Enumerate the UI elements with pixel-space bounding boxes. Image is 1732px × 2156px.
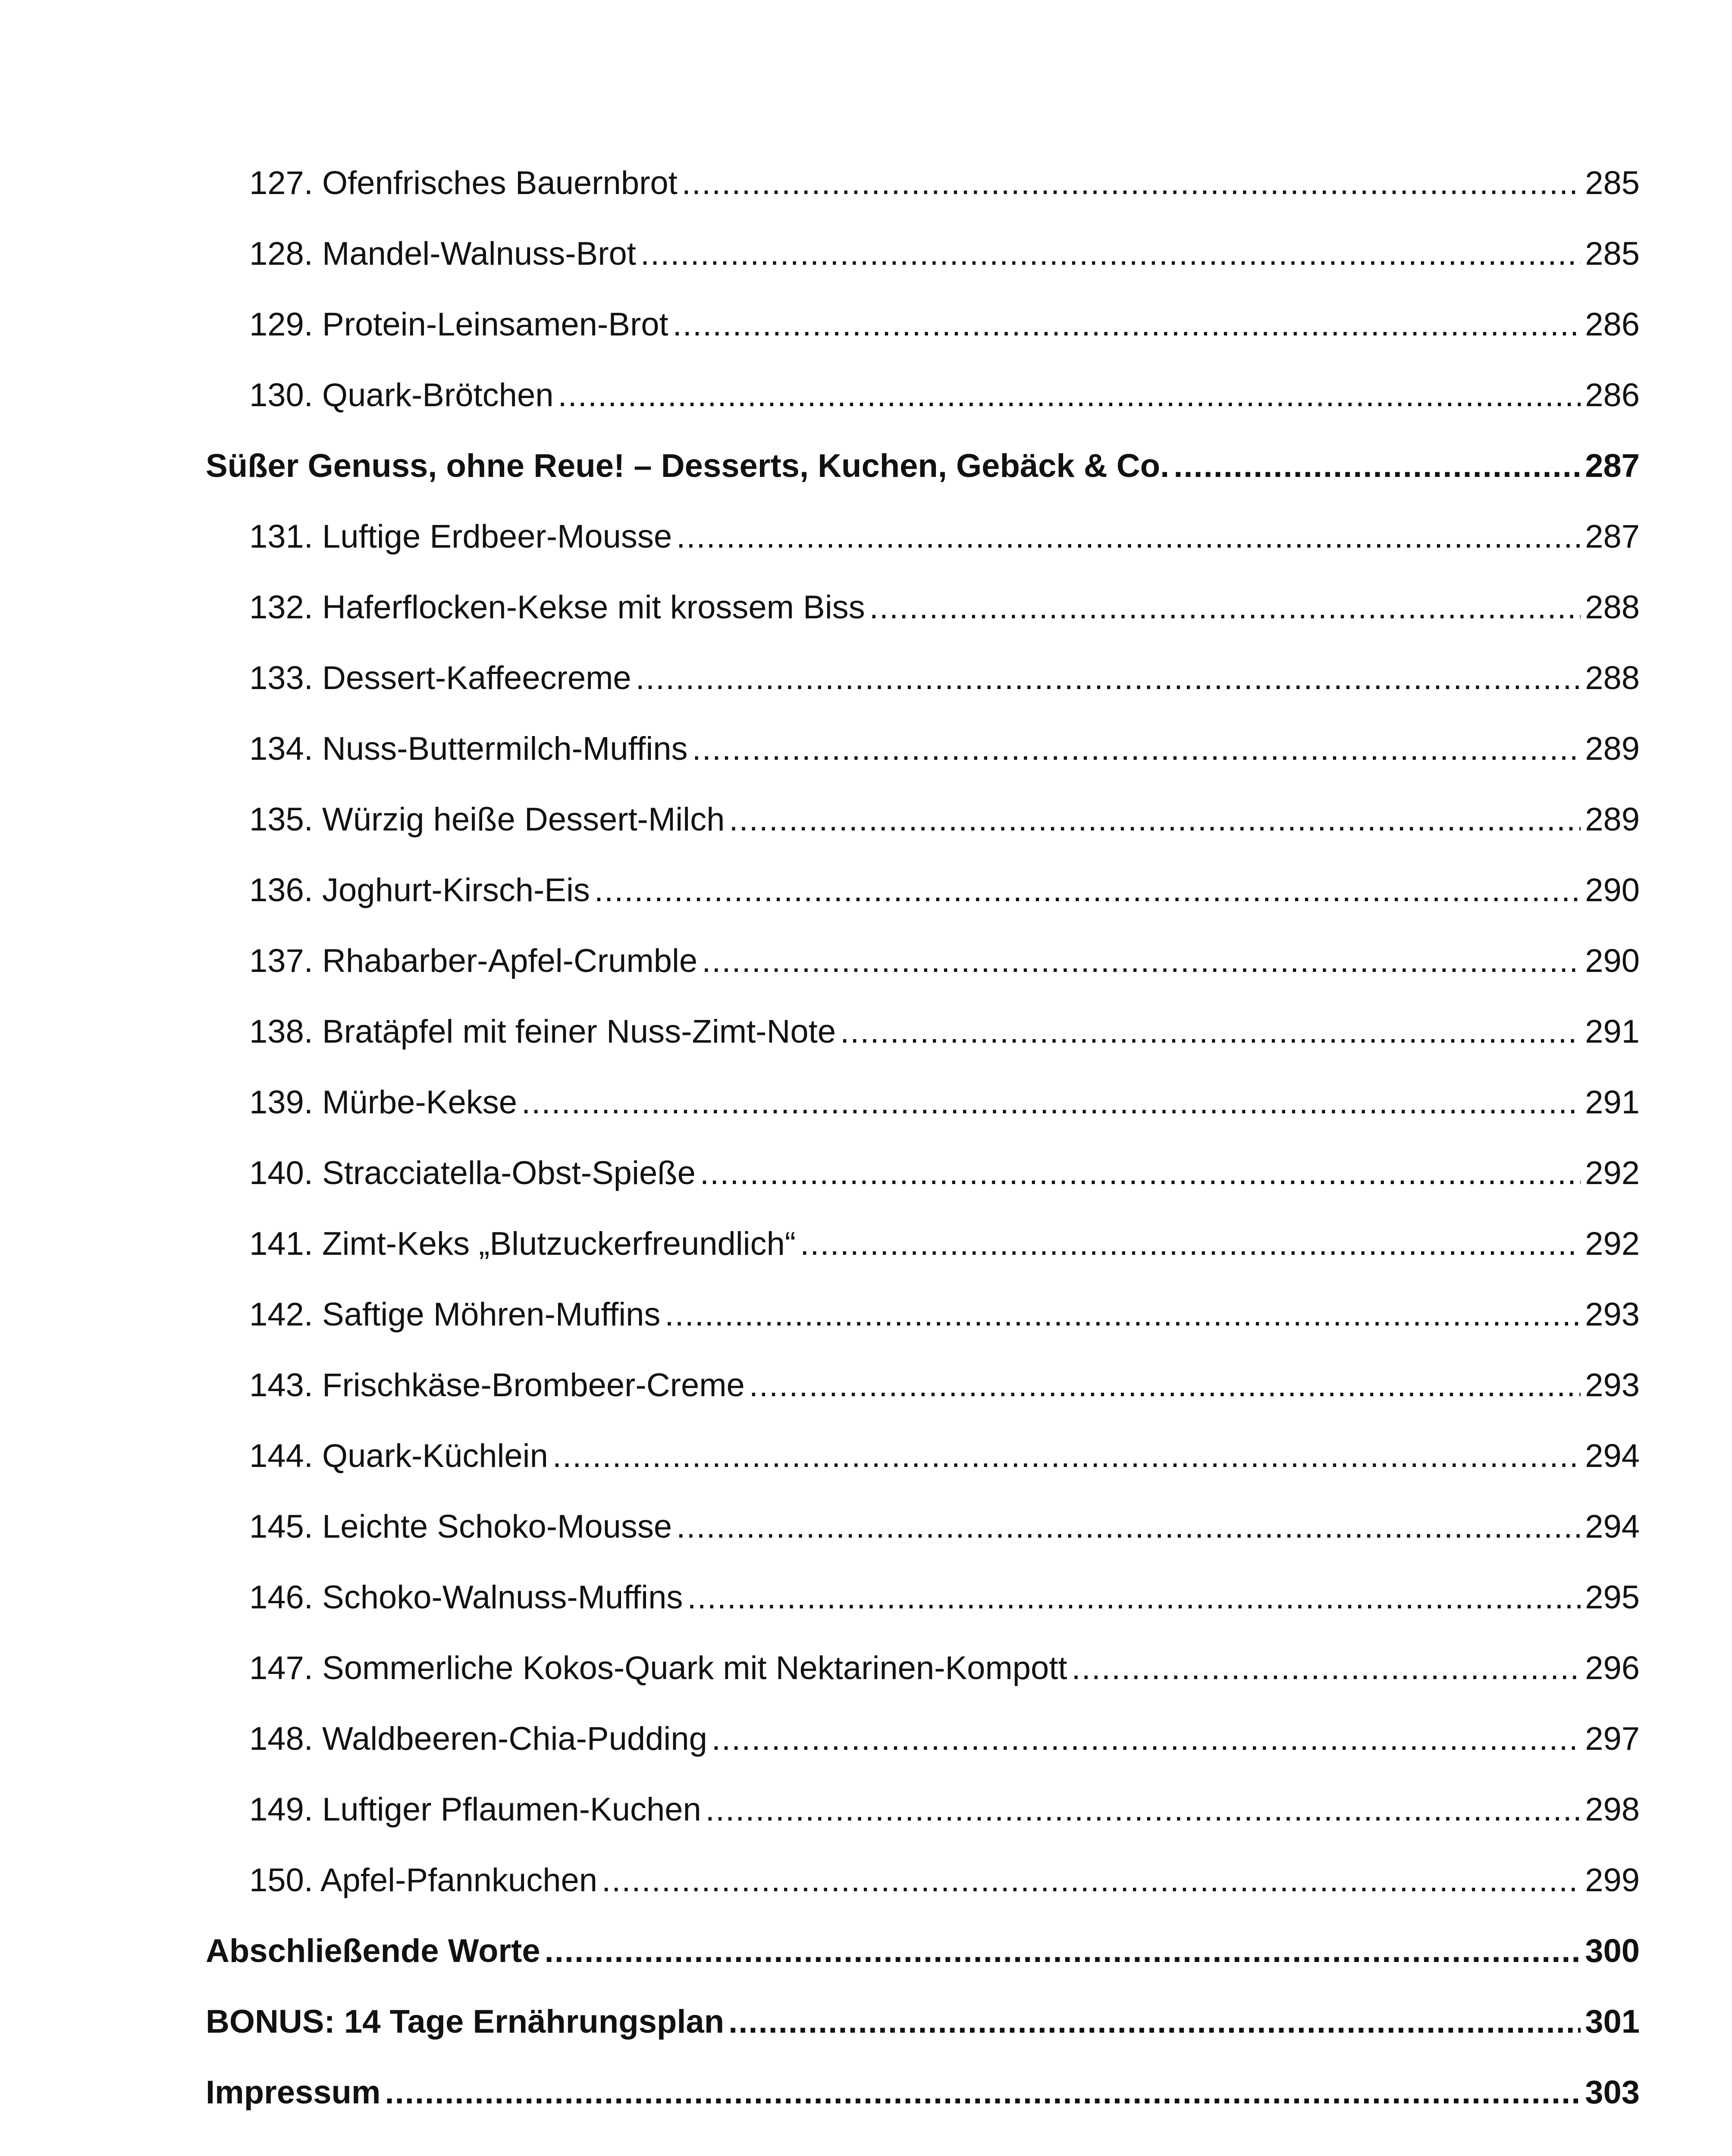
toc-dot-leader bbox=[728, 2003, 1581, 2040]
toc-page-number: 286 bbox=[1585, 306, 1640, 343]
toc-entry-title: 148. Waldbeeren-Chia-Pudding bbox=[249, 1720, 707, 1757]
toc-page-number: 303 bbox=[1585, 2074, 1640, 2111]
toc-entry-title: 149. Luftiger Pflaumen-Kuchen bbox=[249, 1791, 701, 1828]
toc-entry-title: 136. Joghurt-Kirsch-Eis bbox=[249, 871, 590, 909]
toc-dot-leader bbox=[700, 1154, 1581, 1192]
toc-entry[interactable] bbox=[0, 925, 1732, 996]
toc-entry[interactable] bbox=[0, 1067, 1732, 1138]
toc-dot-leader bbox=[800, 1225, 1581, 1263]
toc-entry-title: 141. Zimt-Keks „Blutzuckerfreundlich“ bbox=[249, 1225, 796, 1262]
toc-chapter-title: BONUS: 14 Tage Ernährungsplan bbox=[206, 2003, 725, 2040]
toc-dot-leader bbox=[385, 2074, 1581, 2111]
toc-page-number: 296 bbox=[1585, 1649, 1640, 1686]
toc-entry[interactable] bbox=[0, 1350, 1732, 1420]
toc-entry[interactable] bbox=[0, 218, 1732, 289]
toc-entry-title: 147. Sommerliche Kokos-Quark mit Nektarinen-Kompott bbox=[249, 1649, 1067, 1686]
toc-page-number: 287 bbox=[1585, 518, 1640, 555]
toc-page-number: 285 bbox=[1585, 235, 1640, 272]
toc-entry[interactable] bbox=[0, 147, 1732, 218]
toc-entry-title: 128. Mandel-Walnuss-Brot bbox=[249, 235, 636, 272]
toc-entry[interactable] bbox=[0, 289, 1732, 360]
toc-page-number: 299 bbox=[1585, 1861, 1640, 1899]
toc-entry[interactable] bbox=[0, 1703, 1732, 1774]
toc-dot-leader bbox=[682, 164, 1581, 202]
toc-entry[interactable] bbox=[0, 572, 1732, 642]
toc-entry[interactable] bbox=[0, 1420, 1732, 1491]
toc-dot-leader bbox=[558, 376, 1581, 414]
toc-dot-leader bbox=[602, 1861, 1581, 1899]
toc-dot-leader bbox=[1072, 1649, 1581, 1687]
toc-dot-leader bbox=[673, 306, 1581, 343]
toc-entry-title: 140. Stracciatella-Obst-Spieße bbox=[249, 1154, 696, 1191]
toc-entry-title: 146. Schoko-Walnuss-Muffins bbox=[249, 1579, 683, 1616]
toc-entry-title: 142. Saftige Möhren-Muffins bbox=[249, 1296, 661, 1333]
toc-dot-leader bbox=[676, 518, 1581, 555]
toc-page-number: 300 bbox=[1585, 1932, 1640, 1969]
toc-dot-leader bbox=[521, 1084, 1581, 1121]
toc-page-number: 294 bbox=[1585, 1437, 1640, 1474]
toc-entry[interactable] bbox=[0, 642, 1732, 713]
toc-entry[interactable] bbox=[0, 1138, 1732, 1208]
toc-entry-title: 139. Mürbe-Kekse bbox=[249, 1084, 517, 1121]
toc-dot-leader bbox=[749, 1366, 1581, 1404]
toc-entry-title: 135. Würzig heiße Dessert-Milch bbox=[249, 801, 725, 838]
toc-entry[interactable] bbox=[0, 996, 1732, 1067]
toc-entry-title: 131. Luftige Erdbeer-Mousse bbox=[249, 518, 672, 555]
toc-entry-title: 130. Quark-Brötchen bbox=[249, 376, 554, 414]
toc-entry-title: 143. Frischkäse-Brombeer-Creme bbox=[249, 1366, 745, 1404]
toc-entry-title: 134. Nuss-Buttermilch-Muffins bbox=[249, 730, 688, 767]
toc-page-number: 291 bbox=[1585, 1013, 1640, 1050]
toc-page-number: 291 bbox=[1585, 1084, 1640, 1121]
toc-chapter-title: Süßer Genuss, ohne Reue! – Desserts, Kuchen, Gebäck & Co. bbox=[206, 447, 1170, 484]
toc-dot-leader bbox=[840, 1013, 1581, 1050]
toc-dot-leader bbox=[712, 1720, 1581, 1758]
toc-page-number: 295 bbox=[1585, 1579, 1640, 1616]
toc-page-number: 292 bbox=[1585, 1154, 1640, 1191]
toc-entry-title: 138. Bratäpfel mit feiner Nuss-Zimt-Note bbox=[249, 1013, 836, 1050]
toc-entry-title: 133. Dessert-Kaffeecreme bbox=[249, 659, 631, 696]
toc-entry[interactable] bbox=[0, 1774, 1732, 1845]
toc-dot-leader bbox=[594, 871, 1581, 909]
toc-entry-title: 127. Ofenfrisches Bauernbrot bbox=[249, 164, 678, 201]
toc-chapter-title: Impressum bbox=[206, 2074, 381, 2111]
toc-page-number: 290 bbox=[1585, 942, 1640, 979]
toc-page-number: 285 bbox=[1585, 164, 1640, 201]
toc-chapter-entry[interactable] bbox=[0, 2057, 1732, 2128]
toc-entry[interactable] bbox=[0, 1208, 1732, 1279]
toc-page-number: 289 bbox=[1585, 801, 1640, 838]
toc-dot-leader bbox=[706, 1791, 1581, 1828]
toc-dot-leader bbox=[636, 659, 1581, 697]
toc-entry[interactable] bbox=[0, 501, 1732, 572]
toc-entry[interactable] bbox=[0, 784, 1732, 855]
toc-entry[interactable] bbox=[0, 1845, 1732, 1915]
toc-entry-title: 150. Apfel-Pfannkuchen bbox=[249, 1861, 598, 1899]
toc-dot-leader bbox=[702, 942, 1581, 980]
toc-dot-leader bbox=[1173, 447, 1581, 485]
toc-page-number: 294 bbox=[1585, 1508, 1640, 1545]
toc-dot-leader bbox=[545, 1932, 1581, 1970]
toc-dot-leader bbox=[665, 1296, 1581, 1333]
toc-entry-title: 132. Haferflocken-Kekse mit krossem Biss bbox=[249, 589, 865, 626]
toc-entry-title: 129. Protein-Leinsamen-Brot bbox=[249, 306, 668, 343]
toc-page-number: 298 bbox=[1585, 1791, 1640, 1828]
toc-entry-title: 144. Quark-Küchlein bbox=[249, 1437, 548, 1474]
toc-dot-leader bbox=[687, 1579, 1581, 1616]
toc-entry-title: 137. Rhabarber-Apfel-Crumble bbox=[249, 942, 698, 979]
toc-page-number: 301 bbox=[1585, 2003, 1640, 2040]
toc-chapter-entry[interactable] bbox=[0, 1986, 1732, 2057]
toc-page-number: 286 bbox=[1585, 376, 1640, 414]
table-of-contents bbox=[0, 147, 1732, 2128]
toc-entry[interactable] bbox=[0, 1491, 1732, 1562]
toc-entry[interactable] bbox=[0, 1562, 1732, 1633]
toc-dot-leader bbox=[869, 589, 1581, 626]
toc-page-number: 289 bbox=[1585, 730, 1640, 767]
toc-chapter-entry[interactable] bbox=[0, 1915, 1732, 1986]
toc-entry-title: 145. Leichte Schoko-Mousse bbox=[249, 1508, 672, 1545]
toc-dot-leader bbox=[692, 730, 1581, 768]
toc-page-number: 293 bbox=[1585, 1366, 1640, 1404]
toc-page-number: 293 bbox=[1585, 1296, 1640, 1333]
toc-page-number: 288 bbox=[1585, 589, 1640, 626]
toc-entry[interactable] bbox=[0, 1279, 1732, 1350]
toc-page-number: 288 bbox=[1585, 659, 1640, 696]
toc-entry[interactable] bbox=[0, 1633, 1732, 1703]
toc-dot-leader bbox=[640, 235, 1581, 273]
toc-page-number: 292 bbox=[1585, 1225, 1640, 1262]
toc-entry[interactable] bbox=[0, 713, 1732, 784]
toc-chapter-entry[interactable] bbox=[0, 430, 1732, 501]
toc-entry[interactable] bbox=[0, 855, 1732, 925]
toc-entry[interactable] bbox=[0, 360, 1732, 430]
toc-page-number: 297 bbox=[1585, 1720, 1640, 1757]
toc-dot-leader bbox=[729, 801, 1581, 838]
toc-dot-leader bbox=[676, 1508, 1581, 1545]
toc-page-number: 287 bbox=[1585, 447, 1640, 484]
toc-page-number: 290 bbox=[1585, 871, 1640, 909]
toc-dot-leader bbox=[552, 1437, 1581, 1475]
toc-chapter-title: Abschließende Worte bbox=[206, 1932, 540, 1969]
